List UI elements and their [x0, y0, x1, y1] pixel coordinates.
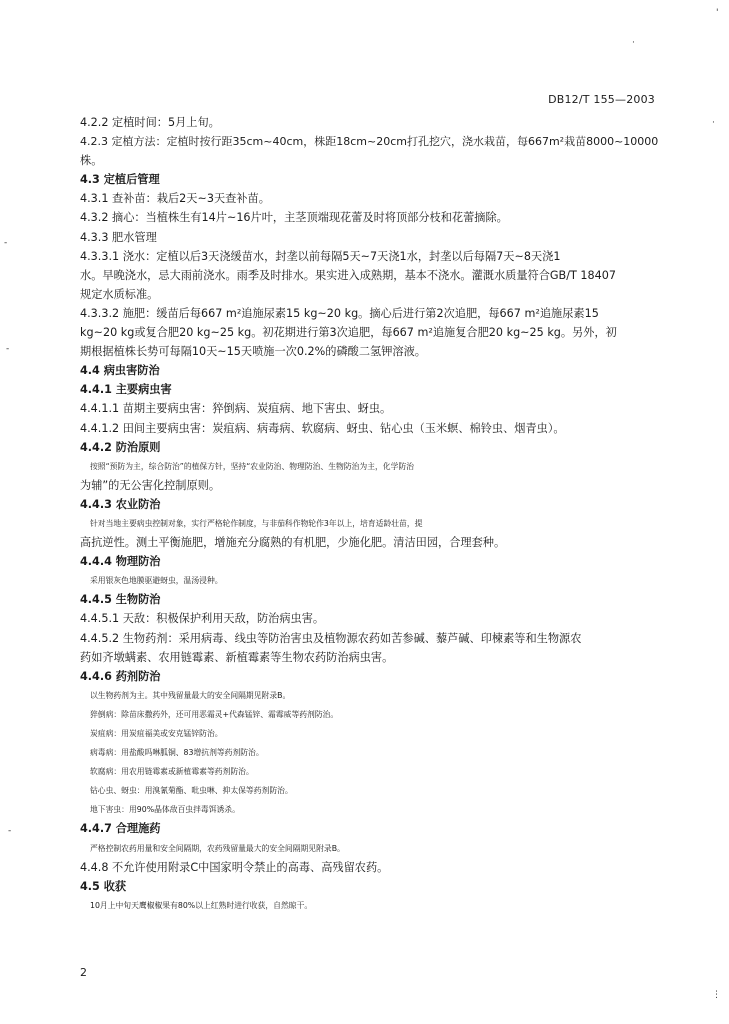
- scan-artifact: ·: [632, 38, 635, 48]
- text-line: 4.4.5.1 天敌：积极保护利用天敌，防治病虫害。: [80, 612, 325, 626]
- text-line: 4.4.1.2 田间主要病虫害：炭疽病、病毒病、软腐病、蚜虫、钻心虫（玉米螟、棉铃虫、烟青虫）。: [80, 421, 565, 435]
- section-heading: 4.4.7 合理施药: [80, 822, 161, 836]
- document-code: DB12/T 155—2003: [548, 93, 655, 106]
- text-line: 4.3.3.2 施肥：缓苗后每667 m²追施尿素15 kg~20 kg。摘心后进行第2次追肥，每667 m²追施尿素15: [80, 306, 599, 320]
- text-line: 针对当地主要病虫控制对象，实行严格轮作制度，与非茄科作物轮作3年以上，培育适龄壮苗，提: [90, 518, 423, 528]
- scan-artifact: ·: [712, 118, 715, 128]
- scan-artifact: -: [8, 826, 12, 836]
- text-line: 为辅”的无公害化控制原则。: [80, 478, 221, 492]
- text-line: 药如齐墩螨素、农用链霉素、新植霉素等生物农药防治病虫害。: [80, 650, 394, 664]
- document-body: [80, 113, 658, 915]
- text-line: 4.2.3 定植方法：定植时按行距35cm~40cm，株距18cm~20cm打孔挖穴，浇水栽苗，每667m²栽苗8000~10000: [80, 135, 659, 149]
- scan-artifact: -: [6, 344, 10, 354]
- text-line: 炭疽病：用炭疽福美或安克锰锌防治。: [90, 729, 223, 738]
- text-line: 高抗逆性。测土平衡施肥，增施充分腐熟的有机肥，少施化肥。清洁田园，合理套种。: [80, 536, 506, 550]
- text-line: 4.4.1.1 苗期主要病虫害：猝倒病、炭疽病、地下害虫、蚜虫。: [80, 402, 392, 416]
- section-heading: 4.4.5 生物防治: [80, 593, 161, 607]
- text-line: 软腐病：用农用链霉素或新植霉素等药剂防治。: [90, 767, 254, 777]
- section-heading: 4.4 病虫害防治: [80, 364, 160, 378]
- text-line: 4.4.8 不允许使用附录C中国家明令禁止的高毒、高残留农药。: [80, 860, 389, 874]
- section-heading: 4.4.1 主要病虫害: [80, 383, 172, 397]
- text-line: 4.2.2 定植时间：5月上旬。: [80, 116, 220, 129]
- text-line: 地下害虫：用90%晶体敌百虫拌毒饵诱杀。: [90, 805, 240, 815]
- section-heading: 4.4.6 药剂防治: [80, 669, 161, 683]
- text-line: 水。早晚浇水，忌大雨前浇水。雨季及时排水。果实进入成熟期，基本不浇水。灌溉水质量符合GB/T 18407: [80, 268, 616, 282]
- scan-artifact: ⋮: [712, 990, 721, 1000]
- scan-artifact: ': [716, 8, 719, 18]
- section-heading: 4.3 定植后管理: [80, 173, 160, 187]
- text-line: 采用银灰色地膜驱避蚜虫，温汤浸种。: [90, 576, 223, 586]
- text-line: 期根据植株长势可每隔10天~15天喷施一次0.2%的磷酸二氢钾溶液。: [80, 345, 426, 359]
- scan-artifact: -: [4, 238, 8, 248]
- text-line: 株。: [80, 154, 103, 168]
- text-line: 病毒病：用盐酸吗啉胍铜、83增抗剂等药剂防治。: [90, 748, 264, 758]
- text-line: kg~20 kg或复合肥20 kg~25 kg。初花期进行第3次追肥，每667 m²追施复合肥20 kg~25 kg。另外，初: [80, 326, 617, 340]
- text-line: 4.3.3 肥水管理: [80, 230, 157, 244]
- section-heading: 4.4.4 物理防治: [80, 555, 161, 569]
- text-line: 猝倒病：除苗床撒药外，还可用恶霜灵+代森锰锌、霜霉威等药剂防治。: [90, 709, 339, 719]
- section-heading: 4.4.2 防治原则: [80, 440, 161, 454]
- text-line: 规定水质标准。: [80, 287, 159, 301]
- text-line: 以生物药剂为主。其中残留量最大的安全间隔期见附录B。: [90, 690, 291, 700]
- text-line: 按照“预防为主，综合防治”的植保方针，坚持“农业防治、物理防治、生物防治为主，化学防治: [90, 461, 414, 471]
- page-number: 2: [80, 966, 87, 979]
- text-line: 4.4.5.2 生物药剂：采用病毒、线虫等防治害虫及植物源农药如苦参碱、藜芦碱、印楝素等和生物源农: [80, 631, 582, 645]
- text-line: 严格控制农药用量和安全间隔期，农药残留量最大的安全间隔期见附录B。: [90, 843, 345, 853]
- section-heading: 4.4.3 农业防治: [80, 497, 161, 511]
- text-line: 10月上中旬天鹰椒椒果有80%以上红熟时进行收获，自然晾干。: [90, 900, 313, 910]
- text-line: 4.3.2 摘心：当植株生有14片~16片叶，主茎顶端现花蕾及时将顶部分枝和花蕾摘除。: [80, 211, 508, 225]
- text-line: 钻心虫、蚜虫：用溴氰菊酯、吡虫啉、抑太保等药剂防治。: [90, 786, 293, 796]
- section-heading: 4.5 收获: [80, 879, 127, 893]
- text-line: 4.3.3.1 浇水：定植以后3天浇缓苗水，封垄以前每隔5天~7天浇1水，封垄以后每隔7天~8天浇1: [80, 249, 561, 263]
- text-line: 4.3.1 查补苗：栽后2天~3天查补苗。: [80, 192, 270, 206]
